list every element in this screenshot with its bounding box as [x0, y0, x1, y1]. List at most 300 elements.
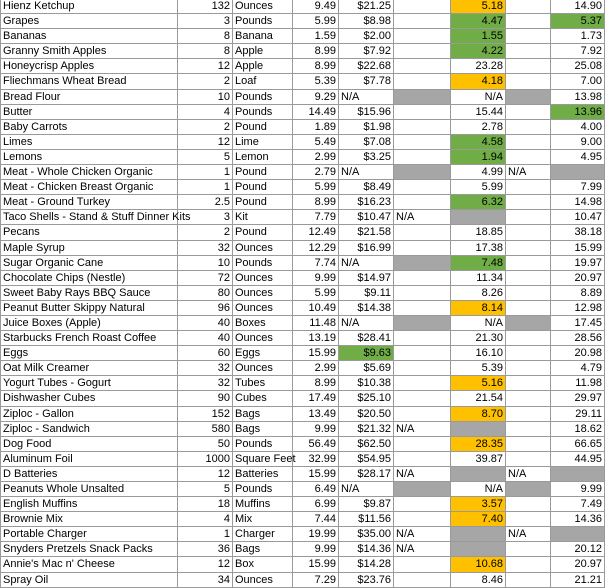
- store-c-cell[interactable]: 8.89: [551, 285, 605, 300]
- store-a-cell[interactable]: $21.32: [339, 421, 394, 436]
- store-b-flag-cell[interactable]: [394, 557, 451, 572]
- store-a-cell[interactable]: N/A: [339, 165, 394, 180]
- store-b-flag-cell[interactable]: [394, 285, 451, 300]
- store-b-cell[interactable]: [451, 210, 506, 225]
- unit-cell[interactable]: Ounces: [233, 240, 293, 255]
- unit-cell[interactable]: Bags: [233, 406, 293, 421]
- item-name-cell[interactable]: Oat Milk Creamer: [1, 361, 178, 376]
- store-b-flag-cell[interactable]: [394, 180, 451, 195]
- store-b-flag-cell[interactable]: [394, 149, 451, 164]
- store-b-flag-cell[interactable]: [394, 255, 451, 270]
- store-b-flag-cell[interactable]: [394, 451, 451, 466]
- store-a-cell[interactable]: $16.23: [339, 195, 394, 210]
- quantity-cell[interactable]: 5: [178, 149, 233, 164]
- store-a-cell[interactable]: $3.25: [339, 149, 394, 164]
- store-b-flag-cell[interactable]: [394, 346, 451, 361]
- store-c-cell[interactable]: 21.21: [551, 572, 605, 587]
- store-c-cell[interactable]: 5.37: [551, 14, 605, 29]
- unit-cell[interactable]: Banana: [233, 29, 293, 44]
- store-b-cell[interactable]: 8.26: [451, 285, 506, 300]
- store-a-cell[interactable]: $28.41: [339, 331, 394, 346]
- price-cell[interactable]: 7.44: [293, 512, 339, 527]
- price-cell[interactable]: 5.99: [293, 180, 339, 195]
- store-c-cell[interactable]: 11.98: [551, 376, 605, 391]
- store-a-cell[interactable]: $10.47: [339, 210, 394, 225]
- quantity-cell[interactable]: 132: [178, 0, 233, 14]
- item-name-cell[interactable]: Ziploc - Sandwich: [1, 421, 178, 436]
- store-a-cell[interactable]: $11.56: [339, 512, 394, 527]
- store-c-cell[interactable]: 29.11: [551, 406, 605, 421]
- unit-cell[interactable]: Pounds: [233, 104, 293, 119]
- price-cell[interactable]: 13.19: [293, 331, 339, 346]
- store-b-cell[interactable]: [451, 466, 506, 481]
- store-a-cell[interactable]: $20.50: [339, 406, 394, 421]
- store-c-flag-cell[interactable]: [506, 210, 551, 225]
- price-cell[interactable]: 17.49: [293, 391, 339, 406]
- price-cell[interactable]: 9.99: [293, 270, 339, 285]
- store-b-cell[interactable]: [451, 542, 506, 557]
- price-cell[interactable]: 5.49: [293, 134, 339, 149]
- unit-cell[interactable]: Ounces: [233, 270, 293, 285]
- store-b-flag-cell[interactable]: N/A: [394, 542, 451, 557]
- store-a-cell[interactable]: $35.00: [339, 527, 394, 542]
- store-a-cell[interactable]: $21.58: [339, 225, 394, 240]
- store-b-flag-cell[interactable]: [394, 165, 451, 180]
- item-name-cell[interactable]: Baby Carrots: [1, 119, 178, 134]
- item-name-cell[interactable]: Brownie Mix: [1, 512, 178, 527]
- store-b-cell[interactable]: 5.16: [451, 376, 506, 391]
- store-b-flag-cell[interactable]: [394, 14, 451, 29]
- store-c-flag-cell[interactable]: [506, 225, 551, 240]
- store-b-flag-cell[interactable]: [394, 74, 451, 89]
- store-b-cell[interactable]: N/A: [451, 89, 506, 104]
- store-a-cell[interactable]: $5.69: [339, 361, 394, 376]
- store-b-flag-cell[interactable]: [394, 104, 451, 119]
- quantity-cell[interactable]: 4: [178, 104, 233, 119]
- store-a-cell[interactable]: $23.76: [339, 572, 394, 587]
- store-c-flag-cell[interactable]: [506, 104, 551, 119]
- store-c-flag-cell[interactable]: [506, 497, 551, 512]
- item-name-cell[interactable]: Lemons: [1, 149, 178, 164]
- store-c-flag-cell[interactable]: [506, 421, 551, 436]
- unit-cell[interactable]: Ounces: [233, 300, 293, 315]
- store-a-cell[interactable]: $9.87: [339, 497, 394, 512]
- store-c-flag-cell[interactable]: [506, 300, 551, 315]
- store-b-cell[interactable]: 28.35: [451, 436, 506, 451]
- item-name-cell[interactable]: Snyders Pretzels Snack Packs: [1, 542, 178, 557]
- price-cell[interactable]: 2.79: [293, 165, 339, 180]
- store-b-flag-cell[interactable]: [394, 331, 451, 346]
- store-b-cell[interactable]: 16.10: [451, 346, 506, 361]
- store-a-cell[interactable]: $9.11: [339, 285, 394, 300]
- item-name-cell[interactable]: Chocolate Chips (Nestle): [1, 270, 178, 285]
- price-cell[interactable]: 5.99: [293, 14, 339, 29]
- store-b-flag-cell[interactable]: [394, 270, 451, 285]
- unit-cell[interactable]: Pound: [233, 165, 293, 180]
- store-b-cell[interactable]: 23.28: [451, 59, 506, 74]
- quantity-cell[interactable]: 12: [178, 59, 233, 74]
- price-cell[interactable]: 15.99: [293, 557, 339, 572]
- price-cell[interactable]: 13.49: [293, 406, 339, 421]
- quantity-cell[interactable]: 50: [178, 436, 233, 451]
- price-cell[interactable]: 1.59: [293, 29, 339, 44]
- store-b-cell[interactable]: 5.39: [451, 361, 506, 376]
- store-b-cell[interactable]: 8.70: [451, 406, 506, 421]
- item-name-cell[interactable]: Peanut Butter Skippy Natural: [1, 300, 178, 315]
- store-c-cell[interactable]: 1.73: [551, 29, 605, 44]
- price-cell[interactable]: 8.99: [293, 44, 339, 59]
- item-name-cell[interactable]: Taco Shells - Stand & Stuff Dinner Kits: [1, 210, 178, 225]
- store-c-cell[interactable]: 19.97: [551, 255, 605, 270]
- store-a-cell[interactable]: $28.17: [339, 466, 394, 481]
- quantity-cell[interactable]: 2: [178, 225, 233, 240]
- item-name-cell[interactable]: Granny Smith Apples: [1, 44, 178, 59]
- store-c-flag-cell[interactable]: N/A: [506, 165, 551, 180]
- store-c-cell[interactable]: 20.12: [551, 542, 605, 557]
- store-b-cell[interactable]: 17.38: [451, 240, 506, 255]
- store-c-cell[interactable]: 44.95: [551, 451, 605, 466]
- quantity-cell[interactable]: 2: [178, 74, 233, 89]
- price-cell[interactable]: 12.49: [293, 225, 339, 240]
- unit-cell[interactable]: Bags: [233, 421, 293, 436]
- quantity-cell[interactable]: 5: [178, 482, 233, 497]
- quantity-cell[interactable]: 4: [178, 512, 233, 527]
- store-b-cell[interactable]: N/A: [451, 315, 506, 330]
- store-b-cell[interactable]: 4.99: [451, 165, 506, 180]
- store-b-cell[interactable]: 21.54: [451, 391, 506, 406]
- quantity-cell[interactable]: 36: [178, 542, 233, 557]
- item-name-cell[interactable]: Bananas: [1, 29, 178, 44]
- store-a-cell[interactable]: $14.28: [339, 557, 394, 572]
- store-c-cell[interactable]: [551, 527, 605, 542]
- store-b-flag-cell[interactable]: N/A: [394, 210, 451, 225]
- unit-cell[interactable]: Pound: [233, 180, 293, 195]
- price-cell[interactable]: 15.99: [293, 346, 339, 361]
- unit-cell[interactable]: Muffins: [233, 497, 293, 512]
- store-b-cell[interactable]: 4.18: [451, 74, 506, 89]
- item-name-cell[interactable]: Bread Flour: [1, 89, 178, 104]
- store-a-cell[interactable]: $25.10: [339, 391, 394, 406]
- store-c-flag-cell[interactable]: [506, 0, 551, 14]
- store-a-cell[interactable]: $54.95: [339, 451, 394, 466]
- store-b-flag-cell[interactable]: [394, 482, 451, 497]
- price-cell[interactable]: 9.99: [293, 421, 339, 436]
- store-c-cell[interactable]: 66.65: [551, 436, 605, 451]
- quantity-cell[interactable]: 10: [178, 255, 233, 270]
- store-b-cell[interactable]: 18.85: [451, 225, 506, 240]
- unit-cell[interactable]: Lime: [233, 134, 293, 149]
- store-b-flag-cell[interactable]: [394, 240, 451, 255]
- store-b-flag-cell[interactable]: [394, 436, 451, 451]
- store-b-flag-cell[interactable]: N/A: [394, 421, 451, 436]
- store-c-flag-cell[interactable]: [506, 240, 551, 255]
- store-a-cell[interactable]: N/A: [339, 482, 394, 497]
- store-b-cell[interactable]: 7.48: [451, 255, 506, 270]
- quantity-cell[interactable]: 40: [178, 331, 233, 346]
- store-a-cell[interactable]: $7.78: [339, 74, 394, 89]
- store-a-cell[interactable]: N/A: [339, 315, 394, 330]
- unit-cell[interactable]: Charger: [233, 527, 293, 542]
- price-cell[interactable]: 2.99: [293, 361, 339, 376]
- quantity-cell[interactable]: 1: [178, 165, 233, 180]
- store-b-cell[interactable]: 15.44: [451, 104, 506, 119]
- store-c-flag-cell[interactable]: [506, 346, 551, 361]
- store-b-cell[interactable]: N/A: [451, 482, 506, 497]
- store-c-flag-cell[interactable]: [506, 180, 551, 195]
- store-c-flag-cell[interactable]: [506, 149, 551, 164]
- quantity-cell[interactable]: 580: [178, 421, 233, 436]
- store-c-flag-cell[interactable]: [506, 119, 551, 134]
- store-c-cell[interactable]: 10.47: [551, 210, 605, 225]
- unit-cell[interactable]: Ounces: [233, 0, 293, 14]
- quantity-cell[interactable]: 3: [178, 210, 233, 225]
- store-b-cell[interactable]: 6.32: [451, 195, 506, 210]
- unit-cell[interactable]: Pound: [233, 119, 293, 134]
- store-c-flag-cell[interactable]: [506, 195, 551, 210]
- store-c-flag-cell[interactable]: [506, 74, 551, 89]
- store-b-cell[interactable]: 1.55: [451, 29, 506, 44]
- unit-cell[interactable]: Bags: [233, 542, 293, 557]
- store-b-cell[interactable]: 3.57: [451, 497, 506, 512]
- price-cell[interactable]: 7.79: [293, 210, 339, 225]
- price-cell[interactable]: 15.99: [293, 466, 339, 481]
- store-c-cell[interactable]: 7.92: [551, 44, 605, 59]
- quantity-cell[interactable]: 10: [178, 89, 233, 104]
- quantity-cell[interactable]: 12: [178, 466, 233, 481]
- store-c-cell[interactable]: 9.99: [551, 482, 605, 497]
- unit-cell[interactable]: Square Feet: [233, 451, 293, 466]
- price-cell[interactable]: 2.99: [293, 149, 339, 164]
- store-b-flag-cell[interactable]: [394, 315, 451, 330]
- store-c-cell[interactable]: 4.95: [551, 149, 605, 164]
- store-c-cell[interactable]: 7.00: [551, 74, 605, 89]
- price-cell[interactable]: 5.39: [293, 74, 339, 89]
- quantity-cell[interactable]: 12: [178, 557, 233, 572]
- unit-cell[interactable]: Ounces: [233, 361, 293, 376]
- store-a-cell[interactable]: $8.49: [339, 180, 394, 195]
- store-c-cell[interactable]: 7.49: [551, 497, 605, 512]
- price-cell[interactable]: 19.99: [293, 527, 339, 542]
- item-name-cell[interactable]: Limes: [1, 134, 178, 149]
- unit-cell[interactable]: Pounds: [233, 436, 293, 451]
- store-b-flag-cell[interactable]: [394, 29, 451, 44]
- unit-cell[interactable]: Batteries: [233, 466, 293, 481]
- quantity-cell[interactable]: 1: [178, 527, 233, 542]
- store-b-flag-cell[interactable]: N/A: [394, 466, 451, 481]
- store-b-flag-cell[interactable]: [394, 119, 451, 134]
- store-b-cell[interactable]: [451, 421, 506, 436]
- item-name-cell[interactable]: Honeycrisp Apples: [1, 59, 178, 74]
- store-c-cell[interactable]: 14.36: [551, 512, 605, 527]
- store-b-cell[interactable]: 11.34: [451, 270, 506, 285]
- unit-cell[interactable]: Pounds: [233, 14, 293, 29]
- store-b-flag-cell[interactable]: [394, 0, 451, 14]
- store-a-cell[interactable]: N/A: [339, 255, 394, 270]
- store-b-flag-cell[interactable]: [394, 512, 451, 527]
- store-b-flag-cell[interactable]: [394, 134, 451, 149]
- store-a-cell[interactable]: N/A: [339, 89, 394, 104]
- store-b-cell[interactable]: 21.30: [451, 331, 506, 346]
- price-cell[interactable]: 8.99: [293, 59, 339, 74]
- unit-cell[interactable]: Apple: [233, 44, 293, 59]
- item-name-cell[interactable]: Sugar Organic Cane: [1, 255, 178, 270]
- store-c-cell[interactable]: 25.08: [551, 59, 605, 74]
- store-b-cell[interactable]: 1.94: [451, 149, 506, 164]
- price-cell[interactable]: 9.29: [293, 89, 339, 104]
- store-c-cell[interactable]: [551, 466, 605, 481]
- store-c-flag-cell[interactable]: [506, 134, 551, 149]
- store-b-cell[interactable]: 4.47: [451, 14, 506, 29]
- price-cell[interactable]: 1.89: [293, 119, 339, 134]
- store-c-cell[interactable]: 20.98: [551, 346, 605, 361]
- store-c-flag-cell[interactable]: [506, 406, 551, 421]
- store-c-flag-cell[interactable]: [506, 59, 551, 74]
- unit-cell[interactable]: Boxes: [233, 315, 293, 330]
- store-a-cell[interactable]: $14.38: [339, 300, 394, 315]
- price-cell[interactable]: 12.29: [293, 240, 339, 255]
- quantity-cell[interactable]: 1000: [178, 451, 233, 466]
- store-b-cell[interactable]: 4.22: [451, 44, 506, 59]
- store-c-flag-cell[interactable]: [506, 361, 551, 376]
- item-name-cell[interactable]: D Batteries: [1, 466, 178, 481]
- item-name-cell[interactable]: Annie's Mac n' Cheese: [1, 557, 178, 572]
- quantity-cell[interactable]: 32: [178, 240, 233, 255]
- unit-cell[interactable]: Apple: [233, 59, 293, 74]
- quantity-cell[interactable]: 2.5: [178, 195, 233, 210]
- unit-cell[interactable]: Ounces: [233, 331, 293, 346]
- quantity-cell[interactable]: 8: [178, 29, 233, 44]
- store-c-cell[interactable]: 13.96: [551, 104, 605, 119]
- store-a-cell[interactable]: $14.97: [339, 270, 394, 285]
- item-name-cell[interactable]: Grapes: [1, 14, 178, 29]
- price-cell[interactable]: 9.49: [293, 0, 339, 14]
- store-b-flag-cell[interactable]: [394, 361, 451, 376]
- unit-cell[interactable]: Tubes: [233, 376, 293, 391]
- unit-cell[interactable]: Pounds: [233, 89, 293, 104]
- price-cell[interactable]: 6.99: [293, 497, 339, 512]
- store-a-cell[interactable]: $7.08: [339, 134, 394, 149]
- quantity-cell[interactable]: 18: [178, 497, 233, 512]
- store-c-flag-cell[interactable]: [506, 285, 551, 300]
- store-b-cell[interactable]: 39.87: [451, 451, 506, 466]
- item-name-cell[interactable]: Eggs: [1, 346, 178, 361]
- quantity-cell[interactable]: 90: [178, 391, 233, 406]
- price-cell[interactable]: 7.74: [293, 255, 339, 270]
- store-b-cell[interactable]: 8.46: [451, 572, 506, 587]
- item-name-cell[interactable]: English Muffins: [1, 497, 178, 512]
- store-a-cell[interactable]: $16.99: [339, 240, 394, 255]
- unit-cell[interactable]: Ounces: [233, 285, 293, 300]
- item-name-cell[interactable]: Pecans: [1, 225, 178, 240]
- store-c-flag-cell[interactable]: [506, 512, 551, 527]
- store-b-flag-cell[interactable]: N/A: [394, 527, 451, 542]
- store-c-cell[interactable]: 28.56: [551, 331, 605, 346]
- store-c-flag-cell[interactable]: [506, 376, 551, 391]
- store-a-cell[interactable]: $10.38: [339, 376, 394, 391]
- store-c-cell[interactable]: 12.98: [551, 300, 605, 315]
- item-name-cell[interactable]: Hienz Ketchup: [1, 0, 178, 14]
- quantity-cell[interactable]: 80: [178, 285, 233, 300]
- item-name-cell[interactable]: Maple Syrup: [1, 240, 178, 255]
- store-c-flag-cell[interactable]: [506, 542, 551, 557]
- price-cell[interactable]: 10.49: [293, 300, 339, 315]
- store-c-flag-cell[interactable]: [506, 14, 551, 29]
- quantity-cell[interactable]: 32: [178, 376, 233, 391]
- quantity-cell[interactable]: 2: [178, 119, 233, 134]
- store-c-cell[interactable]: 4.79: [551, 361, 605, 376]
- store-a-cell[interactable]: $14.36: [339, 542, 394, 557]
- price-cell[interactable]: 56.49: [293, 436, 339, 451]
- store-b-flag-cell[interactable]: [394, 376, 451, 391]
- store-b-flag-cell[interactable]: [394, 391, 451, 406]
- unit-cell[interactable]: Pounds: [233, 482, 293, 497]
- store-b-flag-cell[interactable]: [394, 89, 451, 104]
- quantity-cell[interactable]: 72: [178, 270, 233, 285]
- price-cell[interactable]: 32.99: [293, 451, 339, 466]
- item-name-cell[interactable]: Aluminum Foil: [1, 451, 178, 466]
- store-c-flag-cell[interactable]: [506, 270, 551, 285]
- store-b-flag-cell[interactable]: [394, 572, 451, 587]
- price-cell[interactable]: 11.48: [293, 315, 339, 330]
- store-c-flag-cell[interactable]: [506, 482, 551, 497]
- store-c-cell[interactable]: 13.98: [551, 89, 605, 104]
- store-c-flag-cell[interactable]: [506, 572, 551, 587]
- store-c-cell[interactable]: 4.00: [551, 119, 605, 134]
- item-name-cell[interactable]: Sweet Baby Rays BBQ Sauce: [1, 285, 178, 300]
- store-a-cell[interactable]: $62.50: [339, 436, 394, 451]
- quantity-cell[interactable]: 60: [178, 346, 233, 361]
- quantity-cell[interactable]: 12: [178, 134, 233, 149]
- item-name-cell[interactable]: Peanuts Whole Unsalted: [1, 482, 178, 497]
- price-cell[interactable]: 8.99: [293, 376, 339, 391]
- store-b-flag-cell[interactable]: [394, 225, 451, 240]
- price-cell[interactable]: 6.49: [293, 482, 339, 497]
- quantity-cell[interactable]: 34: [178, 572, 233, 587]
- item-name-cell[interactable]: Juice Boxes (Apple): [1, 315, 178, 330]
- unit-cell[interactable]: Lemon: [233, 149, 293, 164]
- price-cell[interactable]: 8.99: [293, 195, 339, 210]
- item-name-cell[interactable]: Ziploc - Gallon: [1, 406, 178, 421]
- store-c-flag-cell[interactable]: [506, 331, 551, 346]
- store-b-flag-cell[interactable]: [394, 195, 451, 210]
- store-c-cell[interactable]: 9.00: [551, 134, 605, 149]
- store-c-flag-cell[interactable]: [506, 557, 551, 572]
- store-b-cell[interactable]: 8.14: [451, 300, 506, 315]
- store-a-cell[interactable]: $2.00: [339, 29, 394, 44]
- item-name-cell[interactable]: Starbucks French Roast Coffee: [1, 331, 178, 346]
- item-name-cell[interactable]: Fliechmans Wheat Bread: [1, 74, 178, 89]
- store-a-cell[interactable]: $22.68: [339, 59, 394, 74]
- item-name-cell[interactable]: Spray Oil: [1, 572, 178, 587]
- item-name-cell[interactable]: Butter: [1, 104, 178, 119]
- quantity-cell[interactable]: 152: [178, 406, 233, 421]
- store-c-flag-cell[interactable]: [506, 391, 551, 406]
- store-c-cell[interactable]: 7.99: [551, 180, 605, 195]
- store-c-flag-cell[interactable]: [506, 29, 551, 44]
- store-b-flag-cell[interactable]: [394, 44, 451, 59]
- store-c-flag-cell[interactable]: [506, 451, 551, 466]
- store-b-cell[interactable]: 5.99: [451, 180, 506, 195]
- unit-cell[interactable]: Eggs: [233, 346, 293, 361]
- unit-cell[interactable]: Pound: [233, 225, 293, 240]
- store-b-cell[interactable]: 4.58: [451, 134, 506, 149]
- quantity-cell[interactable]: 96: [178, 300, 233, 315]
- store-a-cell[interactable]: $9.63: [339, 346, 394, 361]
- price-cell[interactable]: 14.49: [293, 104, 339, 119]
- store-a-cell[interactable]: $15.96: [339, 104, 394, 119]
- store-c-cell[interactable]: 18.62: [551, 421, 605, 436]
- unit-cell[interactable]: Kit: [233, 210, 293, 225]
